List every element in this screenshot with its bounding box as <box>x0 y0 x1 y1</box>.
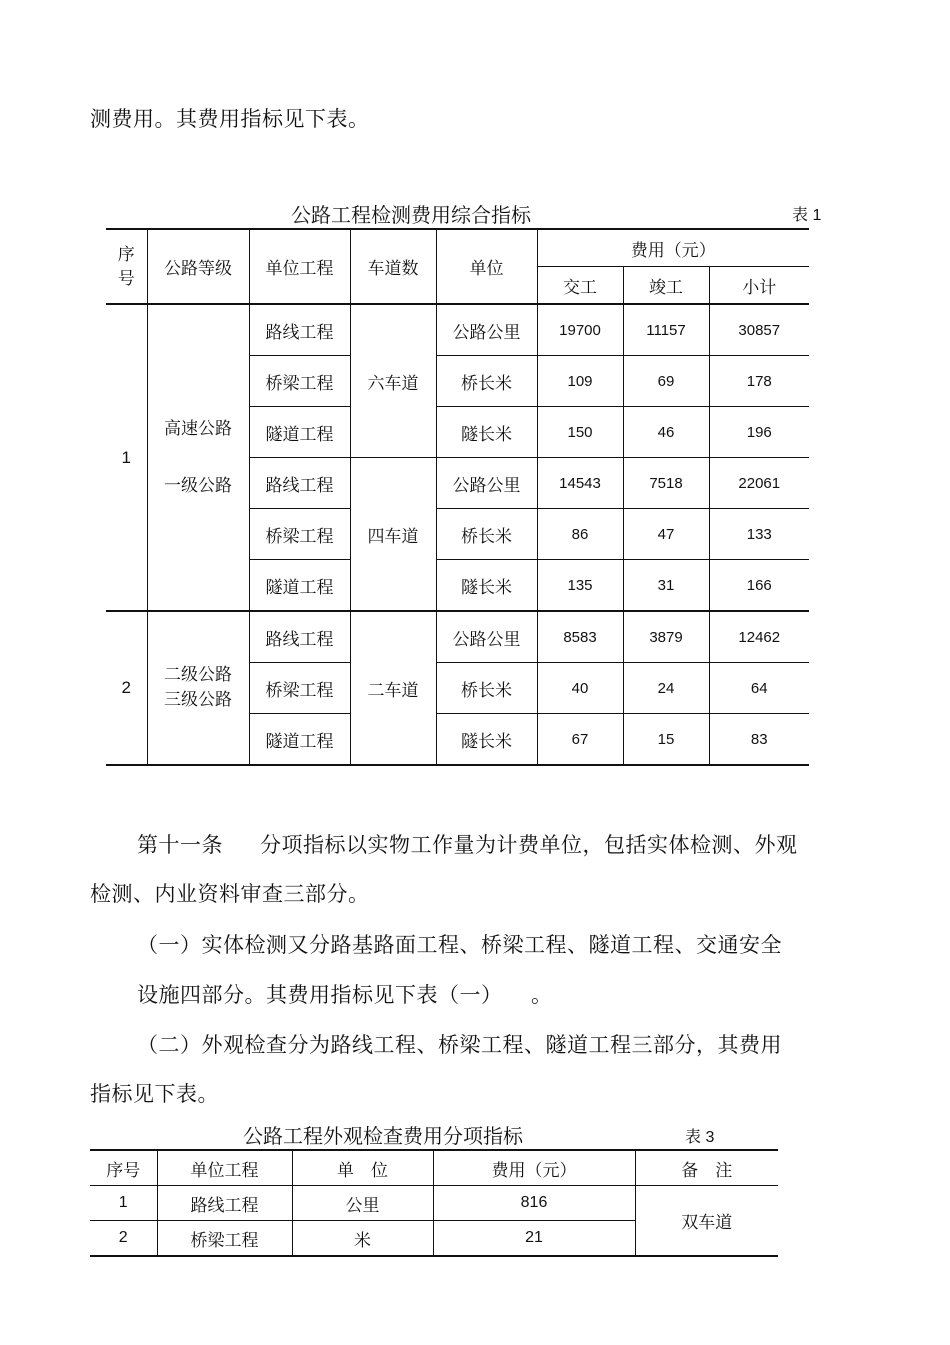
paragraph-line: （一）实体检测又分路基路面工程、桥梁工程、隧道工程、交通安全 <box>137 933 782 957</box>
header-unit-project: 单位工程 <box>249 229 350 304</box>
table-row <box>90 1186 778 1221</box>
cell-lanes: 四车道 <box>350 458 436 612</box>
cell-subtotal: 64 <box>709 663 809 714</box>
paragraph-line: 指标见下表。 <box>90 1082 219 1106</box>
cell-unit: 桥长米 <box>436 663 537 714</box>
cell-unit: 隧长米 <box>436 714 537 766</box>
cell-unit: 公路公里 <box>436 304 537 356</box>
cell-project: 隧道工程 <box>249 407 350 458</box>
cell-subtotal: 166 <box>709 560 809 612</box>
group-seq: 2 <box>106 611 147 765</box>
cell-completion: 24 <box>623 663 709 714</box>
cell-completion: 46 <box>623 407 709 458</box>
cell-project: 隧道工程 <box>249 560 350 612</box>
paragraph-period: 。 <box>531 983 553 1007</box>
cell-completion: 3879 <box>623 611 709 663</box>
paragraph-line: 分项指标以实物工作量为计费单位，包括实体检测、外观 <box>260 833 798 857</box>
cell-project: 路线工程 <box>249 304 350 356</box>
cell-handover: 67 <box>537 714 623 766</box>
cell-handover: 109 <box>537 356 623 407</box>
cell-handover: 19700 <box>537 304 623 356</box>
group-grade <box>147 611 249 765</box>
cell-completion: 11157 <box>623 304 709 356</box>
cell-subtotal: 196 <box>709 407 809 458</box>
cell-cost: 816 <box>433 1186 635 1221</box>
cell-unit: 公路公里 <box>436 611 537 663</box>
cell-handover: 150 <box>537 407 623 458</box>
cell-project: 桥梁工程 <box>249 356 350 407</box>
grade-line: 二级公路 <box>164 665 232 685</box>
header-subtotal: 小计 <box>709 267 809 305</box>
cell-project: 桥梁工程 <box>249 663 350 714</box>
cell-project: 路线工程 <box>249 611 350 663</box>
cell-unit: 公路公里 <box>436 458 537 509</box>
cell-subtotal: 178 <box>709 356 809 407</box>
grade-line: 一级公路 <box>164 476 232 496</box>
cell-unit: 隧长米 <box>436 407 537 458</box>
cell-handover: 14543 <box>537 458 623 509</box>
cell-handover: 86 <box>537 509 623 560</box>
cell-subtotal: 133 <box>709 509 809 560</box>
article-heading: 第十一条 <box>137 833 223 857</box>
cell-seq: 2 <box>90 1221 157 1257</box>
cell-subtotal: 22061 <box>709 458 809 509</box>
header-grade: 公路等级 <box>147 229 249 304</box>
paragraph-line: （二）外观检查分为路线工程、桥梁工程、隧道工程三部分，其费用 <box>137 1033 782 1057</box>
group-seq: 1 <box>106 304 147 611</box>
table1-label: 表 1 <box>792 207 822 224</box>
cell-project: 路线工程 <box>249 458 350 509</box>
cell-handover: 8583 <box>537 611 623 663</box>
cell-project: 路线工程 <box>157 1186 292 1221</box>
table3-label: 表 3 <box>685 1129 715 1146</box>
table-row <box>106 304 809 356</box>
group-grade <box>147 304 249 611</box>
paragraph-line: 检测、内业资料审查三部分。 <box>90 882 370 906</box>
table1 <box>106 228 809 766</box>
cell-project: 桥梁工程 <box>249 509 350 560</box>
cell-cost: 21 <box>433 1221 635 1257</box>
header-handover: 交工 <box>537 267 623 305</box>
table1-caption: 公路工程检测费用综合指标 <box>291 203 531 227</box>
table3 <box>90 1149 778 1257</box>
cell-handover: 135 <box>537 560 623 612</box>
cell-unit: 米 <box>292 1221 433 1257</box>
cell-unit: 桥长米 <box>436 509 537 560</box>
cell-completion: 7518 <box>623 458 709 509</box>
cell-unit: 公里 <box>292 1186 433 1221</box>
header-unit: 单位 <box>436 229 537 304</box>
grade-line: 三级公路 <box>164 690 232 710</box>
paragraph-line: 设施四部分。其费用指标见下表（一） <box>137 983 503 1007</box>
cell-completion: 69 <box>623 356 709 407</box>
cell-unit: 隧长米 <box>436 560 537 612</box>
table-row <box>106 611 809 663</box>
header-seq: 序号 <box>90 1150 157 1186</box>
cell-project: 隧道工程 <box>249 714 350 766</box>
grade-line: 高速公路 <box>164 419 232 439</box>
cell-subtotal: 83 <box>709 714 809 766</box>
cell-completion: 15 <box>623 714 709 766</box>
cell-subtotal: 12462 <box>709 611 809 663</box>
header-completion: 竣工 <box>623 267 709 305</box>
header-unit: 单 位 <box>292 1150 433 1186</box>
table3-caption: 公路工程外观检查费用分项指标 <box>243 1124 523 1148</box>
cell-completion: 31 <box>623 560 709 612</box>
cell-project: 桥梁工程 <box>157 1221 292 1257</box>
header-lanes: 车道数 <box>350 229 436 304</box>
cell-seq: 1 <box>90 1186 157 1221</box>
cell-note: 双车道 <box>635 1186 778 1257</box>
cell-completion: 47 <box>623 509 709 560</box>
cell-lanes: 二车道 <box>350 611 436 765</box>
header-note: 备 注 <box>635 1150 778 1186</box>
cell-lanes: 六车道 <box>350 304 436 458</box>
paragraph-continuation: 测费用。其费用指标见下表。 <box>90 107 370 131</box>
header-cost: 费用（元） <box>433 1150 635 1186</box>
cell-subtotal: 30857 <box>709 304 809 356</box>
header-seq: 序 号 <box>106 229 147 304</box>
header-project: 单位工程 <box>157 1150 292 1186</box>
header-cost: 费用（元） <box>537 229 809 267</box>
cell-handover: 40 <box>537 663 623 714</box>
cell-unit: 桥长米 <box>436 356 537 407</box>
